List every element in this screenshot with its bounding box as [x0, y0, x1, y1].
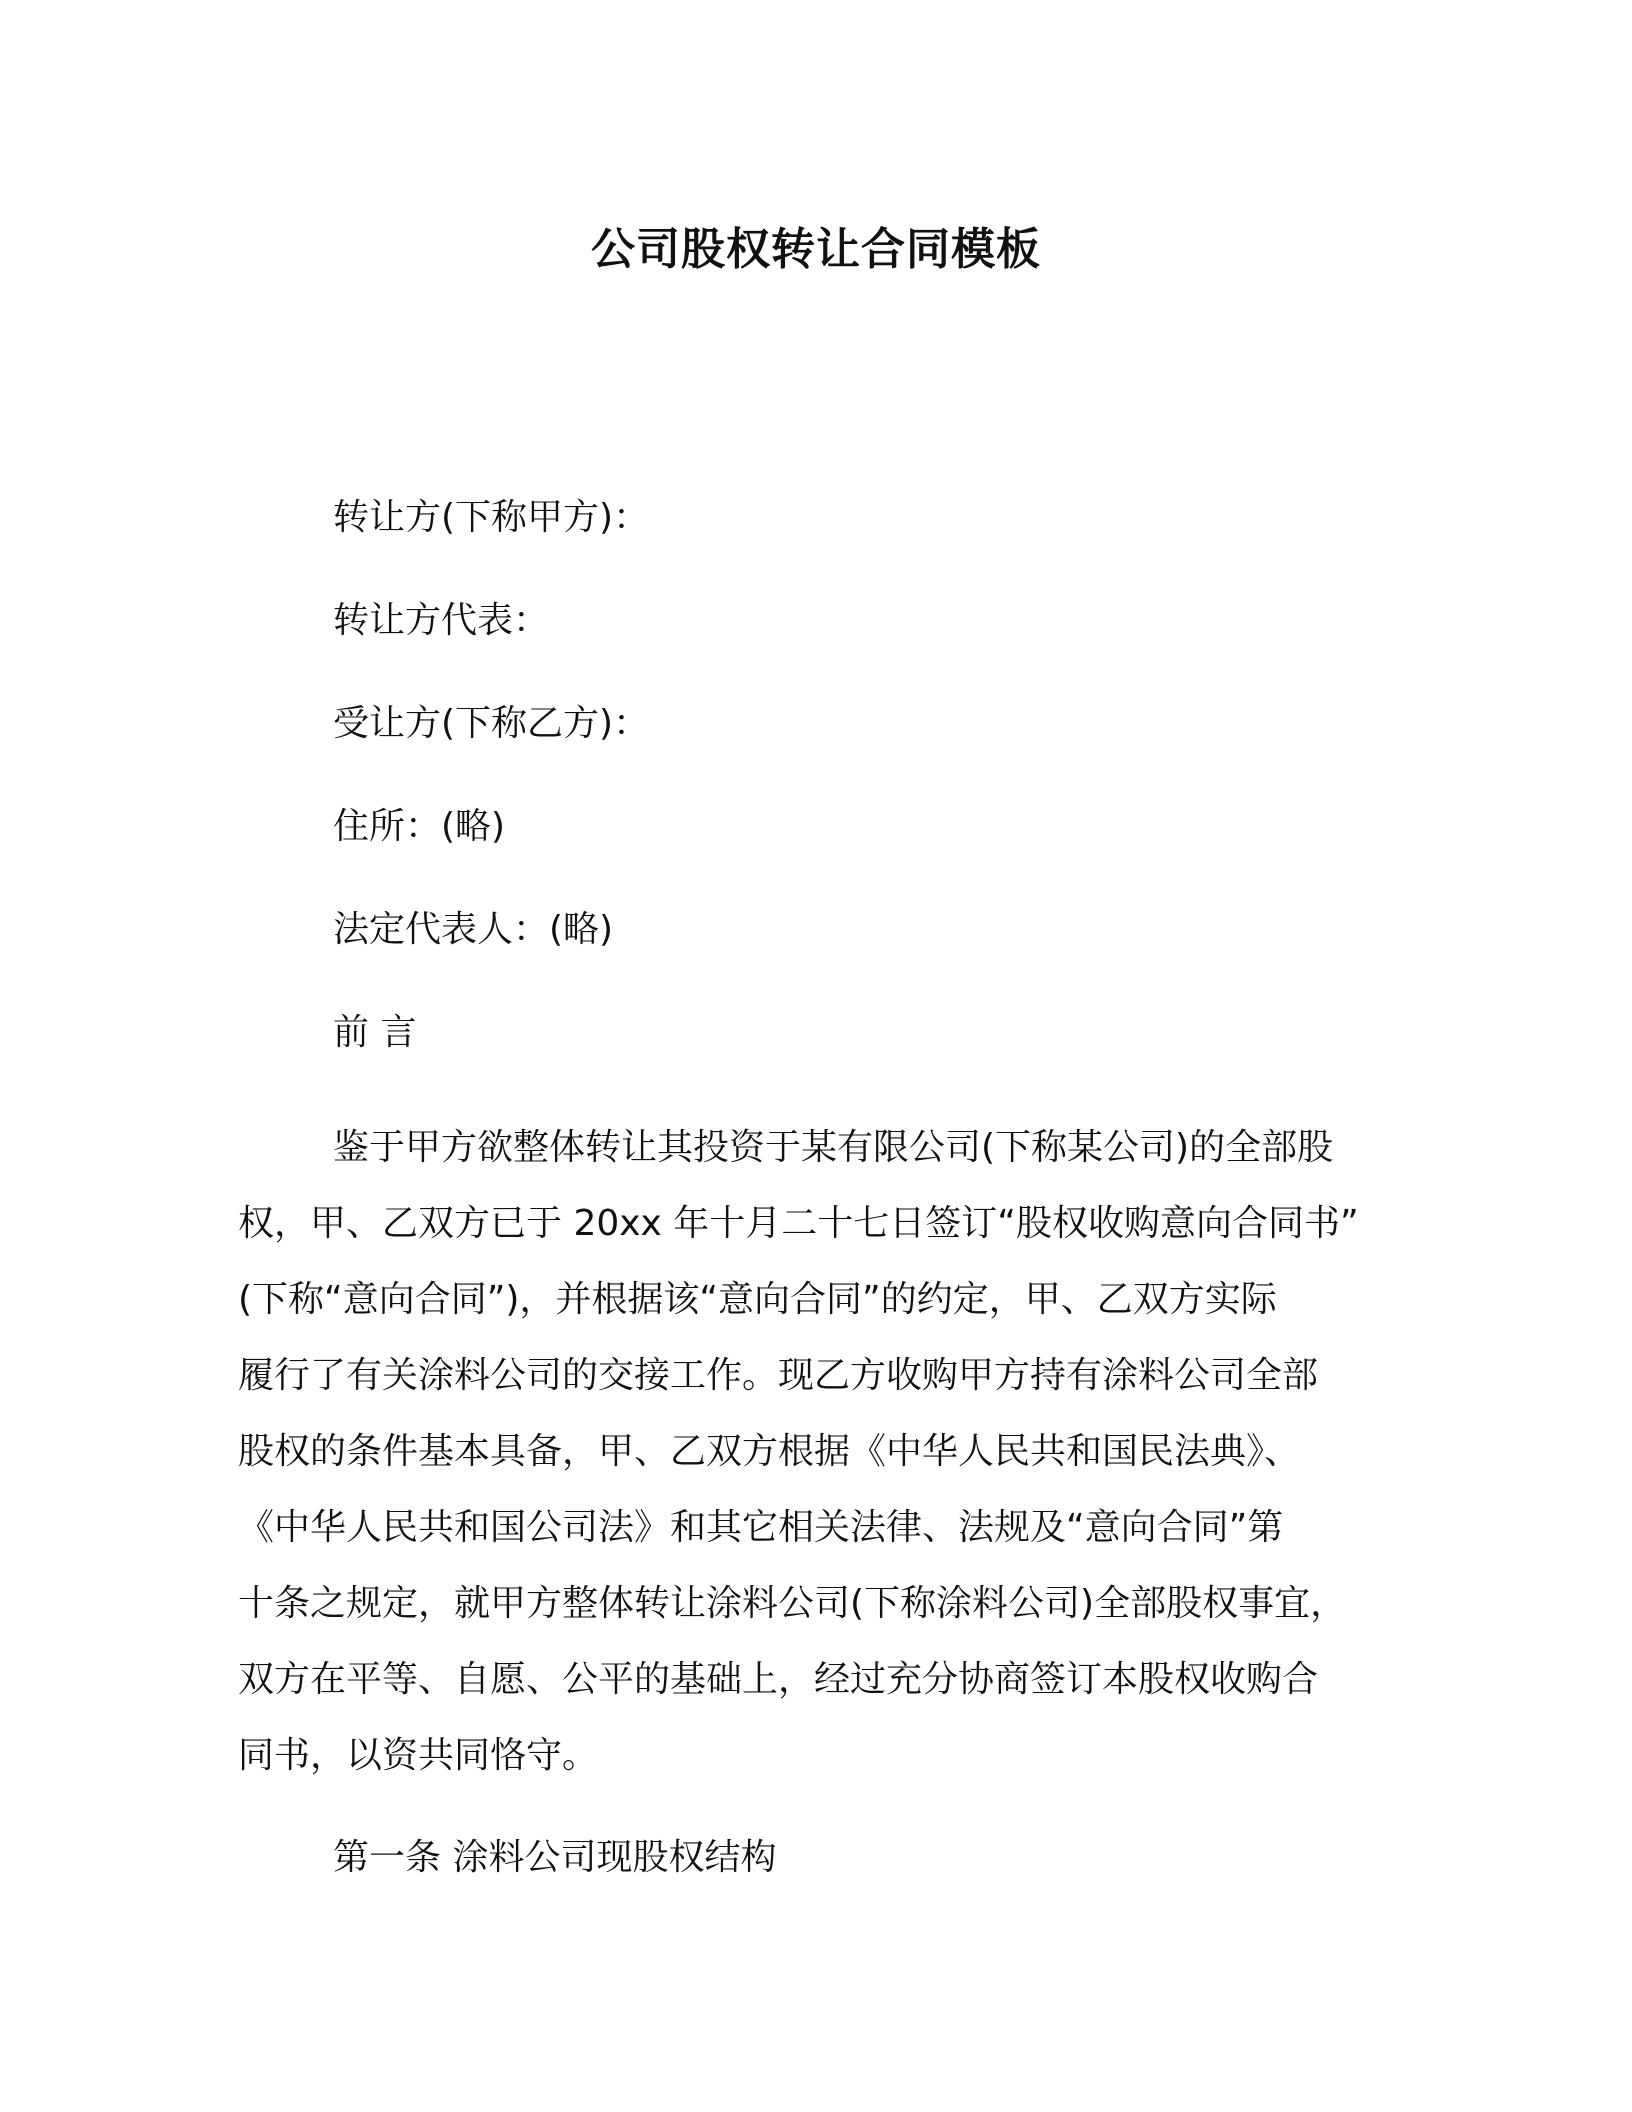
transferee-field: 受让方(下称乙方)： [333, 703, 650, 744]
transferor-representative-field: 转让方代表： [333, 600, 550, 641]
preface-heading: 前 言 [333, 1012, 417, 1053]
preface-line: 同书，以资共同恪守。 [238, 1735, 599, 1776]
document-title: 公司股权转让合同模板 [591, 224, 1041, 275]
preface-line: 权，甲、乙双方已于 20xx 年十月二十七日签订“股权收购意向合同书” [238, 1203, 1359, 1244]
preface-paragraph [238, 1110, 1384, 1794]
preface-line: 《中华人民共和国公司法》和其它相关法律、法规及“意向合同”第 [238, 1507, 1284, 1548]
preface-line: 十条之规定，就甲方整体转让涂料公司(下称涂料公司)全部股权事宜， [238, 1583, 1347, 1624]
preface-line: 股权的条件基本具备，甲、乙双方根据《中华人民共和国民法典》、 [238, 1431, 1301, 1472]
preface-line: 鉴于甲方欲整体转让其投资于某有限公司(下称某公司)的全部股 [333, 1127, 1334, 1168]
transferor-field: 转让方(下称甲方)： [333, 497, 650, 538]
preface-line: (下称“意向合同”)，并根据该“意向合同”的约定，甲、乙双方实际 [238, 1279, 1277, 1320]
address-field: 住所：(略) [333, 806, 506, 847]
preface-line: 双方在平等、自愿、公平的基础上，经过充分协商签订本股权收购合 [238, 1659, 1319, 1700]
legal-representative-field: 法定代表人：(略) [333, 909, 614, 950]
article-1-heading: 第一条 涂料公司现股权结构 [333, 1837, 777, 1878]
preface-line: 履行了有关涂料公司的交接工作。现乙方收购甲方持有涂料公司全部 [238, 1355, 1319, 1396]
